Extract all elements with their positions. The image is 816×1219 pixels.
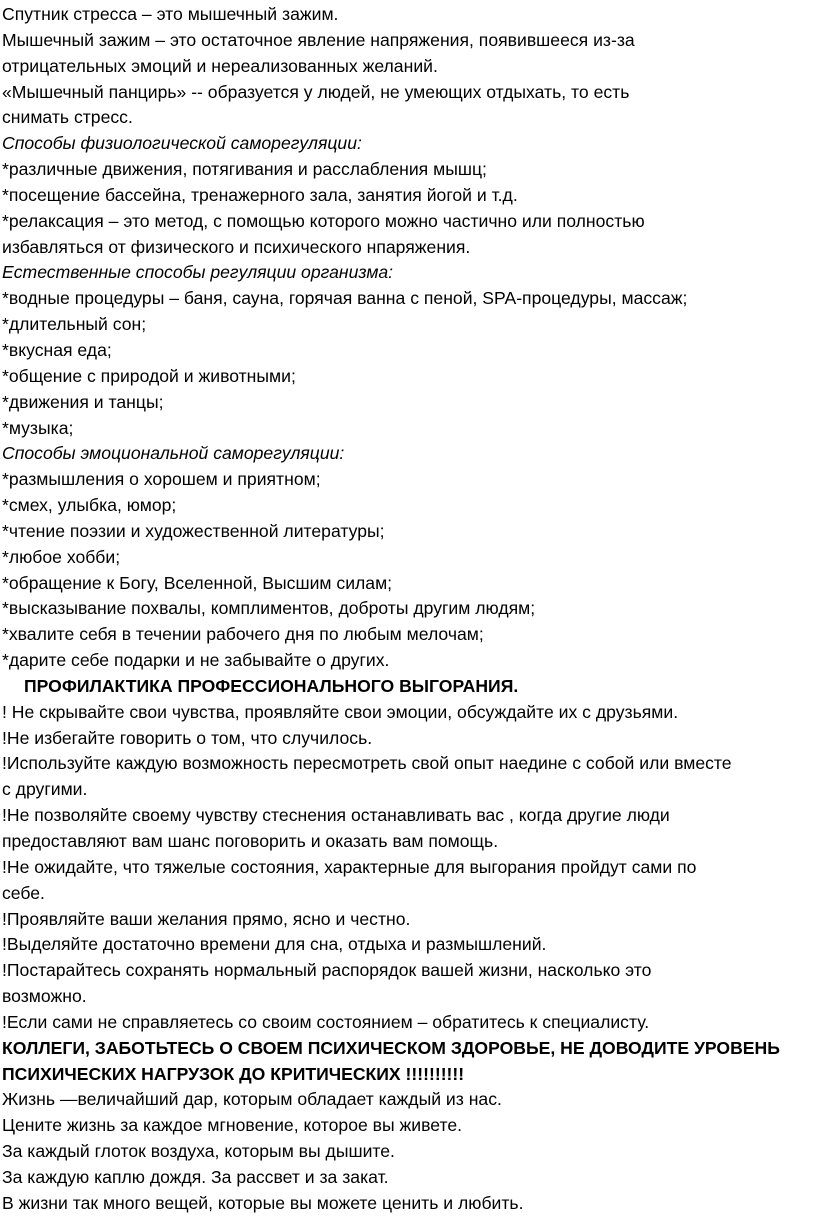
list-item: возможно.: [2, 986, 87, 1007]
closing-line: Цените жизнь за каждое мгновение, которое вы живете.: [2, 1115, 463, 1136]
list-item: !Если сами не справляетесь со своим состоянием – обратитесь к специалисту.: [2, 1011, 650, 1032]
list-item: *музыка;: [2, 417, 74, 438]
list-item: *смех, улыбка, юмор;: [2, 495, 177, 516]
closing-line: В жизни так много вещей, которые вы можете ценить и любить.: [2, 1192, 524, 1213]
list-item: *чтение поэзии и художественной литературы;: [2, 520, 385, 541]
appeal-line: КОЛЛЕГИ, ЗАБОТЬТЕСЬ О СВОЕМ ПСИХИЧЕСКОМ ЗДОРОВЬЕ, НЕ ДОВОДИТЕ УРОВЕНЬ: [2, 1037, 780, 1058]
prevention-section: [2, 674, 816, 1036]
closing-line: За каждый глоток воздуха, которым вы дышите.: [2, 1141, 395, 1162]
list-item: !Выделяйте достаточно времени для сна, отдыха и размышлений.: [2, 934, 547, 955]
list-item: себе.: [2, 882, 45, 903]
list-item: *длительный сон;: [2, 314, 147, 335]
list-item: *вкусная еда;: [2, 339, 112, 360]
closing-line: За каждую каплю дождя. За рассвет и за закат.: [2, 1166, 389, 1187]
list-item: !Не избегайте говорить о том, что случилось.: [2, 727, 373, 748]
list-item: ! Не скрывайте свои чувства, проявляйте свои эмоции, обсуждайте их с друзьями.: [2, 701, 679, 722]
list-item: избавляться от физического и психического нпаряжения.: [2, 236, 471, 257]
list-item: *общение с природой и животными;: [2, 365, 296, 386]
list-item: *высказывание похвалы, комплиментов, доброты другим людям;: [2, 598, 536, 619]
appeal-section: [2, 1036, 816, 1088]
list-item: *размышления о хорошем и приятном;: [2, 469, 321, 490]
list-item: *движения и танцы;: [2, 391, 164, 412]
intro-line: Спутник стресса – это мышечный зажим.: [2, 4, 339, 24]
list-item: !Используйте каждую возможность пересмотреть свой опыт наедине с собой или вместе: [2, 753, 732, 774]
list-item: !Постарайтесь сохранять нормальный распорядок вашей жизни, насколько это: [2, 960, 652, 981]
list-item: с другими.: [2, 779, 88, 800]
list-item: *посещение бассейна, тренажерного зала, занятия йогой и т.д.: [2, 184, 518, 205]
closing-line: Жизнь —величайший дар, которым обладает каждый из нас.: [2, 1089, 502, 1110]
list-item: !Не ожидайте, что тяжелые состояния, характерные для выгорания пройдут сами по: [2, 856, 697, 877]
list-item: *хвалите себя в течении рабочего дня по любым мелочам;: [2, 624, 484, 645]
list-item: *любое хобби;: [2, 546, 121, 567]
list-item: *дарите себе подарки и не забывайте о других.: [2, 650, 390, 671]
emotional-heading: Способы эмоциональной саморегуляции:: [2, 443, 345, 464]
appeal-line: ПСИХИЧЕСКИХ НАГРУЗОК ДО КРИТИЧЕСКИХ !!!!!!!!!!: [2, 1063, 465, 1084]
intro-line: Мышечный зажим – это остаточное явление напряжения, появившееся из-за: [2, 29, 635, 50]
list-item: *обращение к Богу, Вселенной, Высшим силам;: [2, 572, 393, 593]
natural-section: [2, 260, 816, 441]
list-item: *релаксация – это метод, с помощью которого можно частично или полностью: [2, 210, 645, 231]
intro-line: «Мышечный панцирь» -- образуется у людей, не умеющих отдыхать, то есть: [2, 81, 630, 102]
list-item: *водные процедуры – баня, сауна, горячая ванна с пеной, SPA-процедуры, массаж;: [2, 288, 688, 309]
list-item: предоставляют вам шанс поговорить и оказать вам помощь.: [2, 831, 499, 851]
emotional-section: [2, 441, 816, 674]
intro-line: отрицательных эмоций и нереализованных желаний.: [2, 55, 438, 76]
intro-line: снимать стресс.: [2, 107, 133, 128]
prevention-heading: ПРОФИЛАКТИКА ПРОФЕССИОНАЛЬНОГО ВЫГОРАНИЯ.: [24, 675, 519, 696]
natural-heading: Естественные способы регуляции организма:: [2, 262, 394, 283]
intro-section: [2, 2, 816, 131]
list-item: *различные движения, потягивания и расслабления мышц;: [2, 159, 487, 180]
list-item: !Проявляйте ваши желания прямо, ясно и честно.: [2, 908, 411, 929]
physiological-heading: Способы физиологической саморегуляции:: [2, 133, 362, 154]
list-item: !Не позволяйте своему чувству стеснения останавливать вас , когда другие люди: [2, 805, 670, 826]
physiological-section: [2, 131, 816, 260]
closing-section: [2, 1087, 816, 1216]
